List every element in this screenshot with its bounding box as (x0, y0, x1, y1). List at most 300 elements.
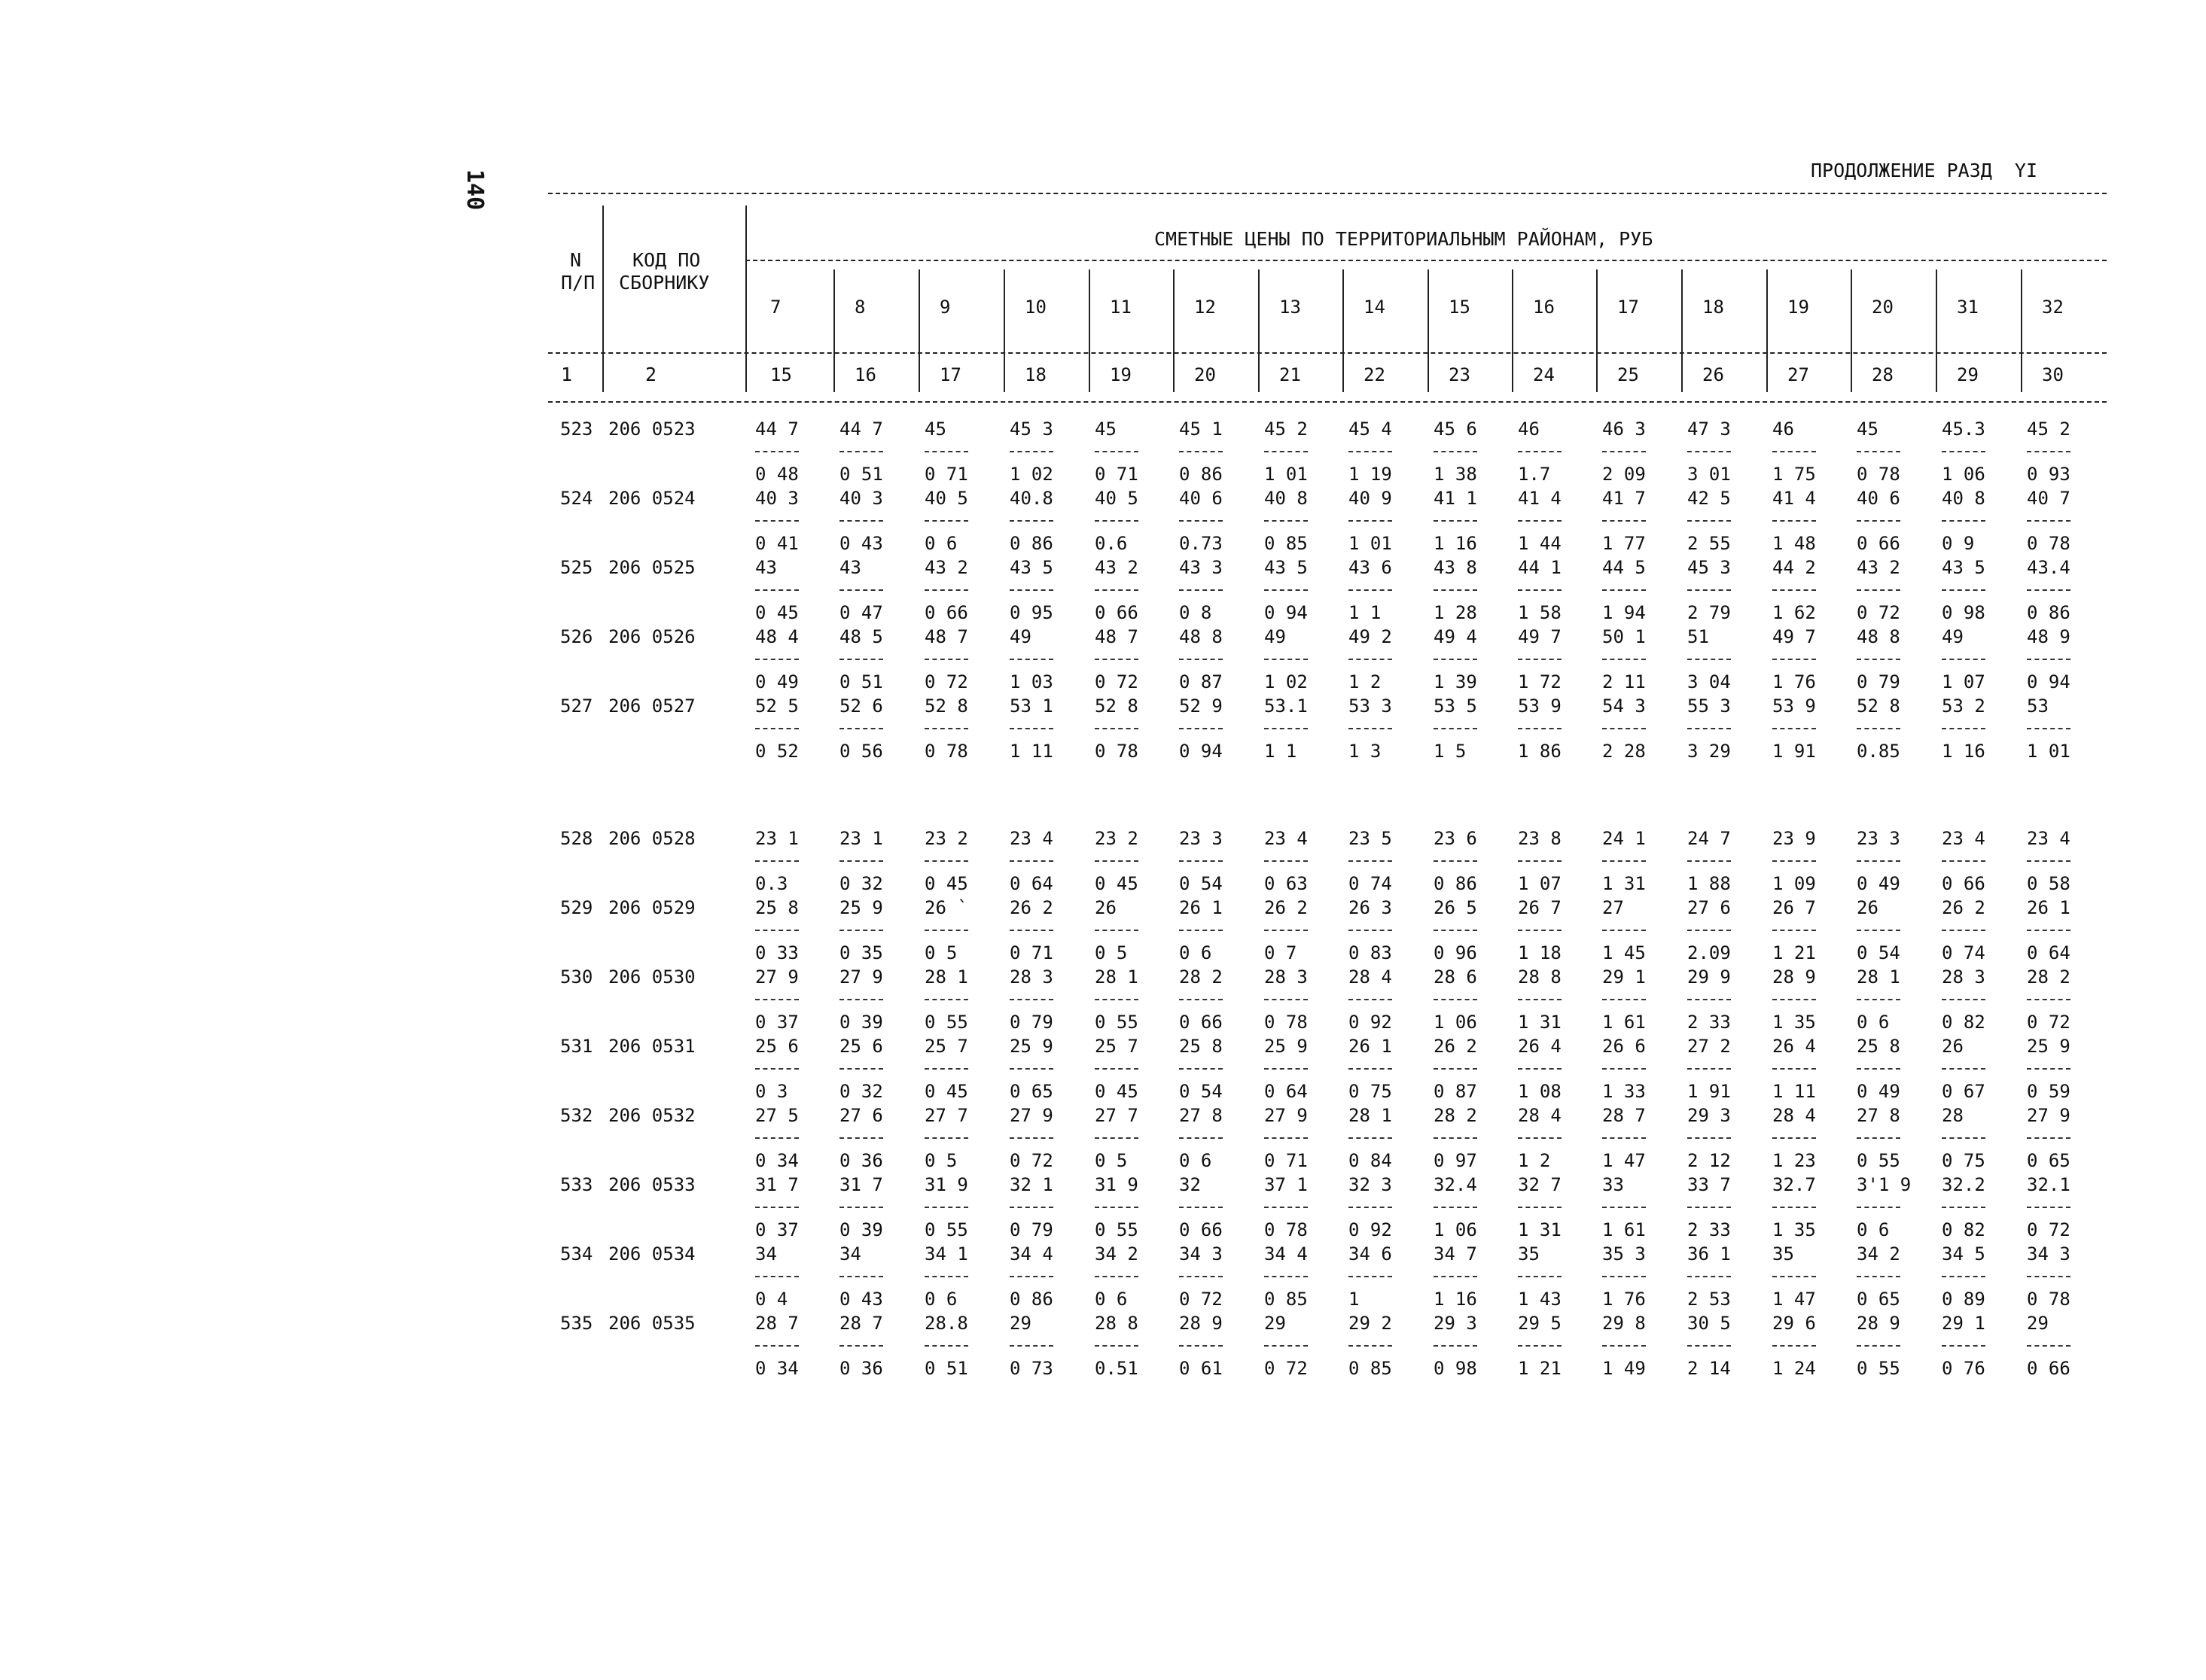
fraction-bar (1857, 589, 1900, 591)
price-fraction: 0 32 (839, 1081, 883, 1102)
price-fraction: 0 41 (755, 533, 799, 554)
price-fraction: 0 93 (2027, 464, 2070, 485)
price-fraction: 1 48 (1772, 533, 1816, 554)
fraction-bar (1348, 1068, 1392, 1070)
price-value: 45 3 (1010, 418, 1053, 440)
fraction-bar (925, 1068, 968, 1070)
price-value: 25 7 (925, 1036, 968, 1057)
row-code: 206 0529 (608, 897, 696, 918)
price-value: 53 5 (1434, 695, 1477, 717)
price-value: 27 2 (1687, 1036, 1731, 1057)
fraction-bar (1348, 1207, 1392, 1208)
price-fraction: 0 6 (1857, 1012, 1890, 1033)
price-fraction: 0 79 (1857, 671, 1900, 692)
price-value: 45 3 (1687, 557, 1731, 578)
price-value: 53 (2027, 695, 2049, 717)
fraction-bar (1434, 1068, 1477, 1070)
price-fraction: 1 47 (1772, 1289, 1816, 1310)
price-value: 52 8 (1857, 695, 1900, 717)
price-fraction: 0 71 (925, 464, 968, 485)
fraction-bar (1434, 1137, 1477, 1139)
row-code: 206 0532 (608, 1105, 696, 1126)
price-fraction: 0 66 (2027, 1358, 2070, 1379)
col-sep-region (1512, 269, 1513, 392)
price-fraction: 0 61 (1179, 1358, 1223, 1379)
region-col-header: 8 (855, 297, 866, 318)
fraction-bar (1518, 930, 1562, 931)
price-value: 40 5 (1095, 488, 1138, 509)
col-number: 17 (940, 364, 961, 385)
price-fraction: 0 94 (2027, 671, 2070, 692)
fraction-bar (1602, 1068, 1646, 1070)
price-value: 34 2 (1857, 1243, 1900, 1265)
price-fraction: 1 75 (1772, 464, 1816, 485)
fraction-bar (1857, 1068, 1900, 1070)
price-value: 26 1 (1348, 1036, 1392, 1057)
fraction-bar (1010, 520, 1053, 522)
price-fraction: 0 5 (1095, 942, 1128, 963)
header-rule (548, 193, 2107, 194)
fraction-bar (1857, 1207, 1900, 1208)
price-fraction: 3 29 (1687, 741, 1731, 762)
fraction-bar (1179, 728, 1223, 729)
fraction-bar (755, 1068, 799, 1070)
fraction-bar (1772, 451, 1816, 452)
price-fraction: 1 43 (1518, 1289, 1562, 1310)
price-value: 28 6 (1434, 966, 1477, 988)
price-fraction: 0.6 (1095, 533, 1128, 554)
col-number: 27 (1787, 364, 1809, 385)
fraction-bar (755, 728, 799, 729)
price-value: 28 2 (1434, 1105, 1477, 1126)
price-value: 28 2 (2027, 966, 2070, 988)
price-fraction: 0 55 (1095, 1219, 1138, 1240)
price-value: 40 8 (1942, 488, 1985, 509)
price-value: 40 6 (1179, 488, 1223, 509)
price-fraction: 1 38 (1434, 464, 1477, 485)
price-value: 27 8 (1179, 1105, 1223, 1126)
price-value: 45 (1857, 418, 1878, 440)
fraction-bar (1095, 589, 1138, 591)
price-value: 31 9 (1095, 1174, 1138, 1195)
fraction-bar (1602, 451, 1646, 452)
head-code-line2: СБОРНИКУ (619, 272, 710, 294)
fraction-bar (1264, 930, 1308, 931)
price-value: 27 6 (1687, 897, 1731, 918)
price-value: 24 7 (1687, 828, 1731, 849)
price-value: 52 5 (755, 695, 799, 717)
price-fraction: 0 75 (1348, 1081, 1392, 1102)
fraction-bar (1518, 659, 1562, 660)
fraction-bar (1348, 728, 1392, 729)
price-fraction: 0.85 (1857, 741, 1900, 762)
price-fraction: 0 39 (839, 1012, 883, 1033)
row-number: 528 (560, 828, 593, 849)
fraction-bar (1434, 930, 1477, 931)
fraction-bar (1348, 999, 1392, 1000)
fraction-bar (839, 930, 883, 931)
price-fraction: 0 79 (1010, 1219, 1053, 1240)
price-fraction: 0 82 (1942, 1219, 1985, 1240)
price-value: 29 5 (1518, 1313, 1562, 1334)
price-value: 43 6 (1348, 557, 1392, 578)
fraction-bar (1095, 520, 1138, 522)
price-fraction: 0 75 (1942, 1150, 1985, 1171)
price-fraction: 0 72 (1857, 602, 1900, 623)
price-value: 49 (1942, 626, 1964, 647)
fraction-bar (1434, 659, 1477, 660)
price-fraction: 0 98 (1942, 602, 1985, 623)
price-fraction: 0 85 (1348, 1358, 1392, 1379)
region-col-header: 20 (1872, 297, 1894, 318)
price-value: 32 3 (1348, 1174, 1392, 1195)
region-col-header: 12 (1194, 297, 1216, 318)
price-value: 48 5 (839, 626, 883, 647)
fraction-bar (1434, 728, 1477, 729)
price-fraction: 1 91 (1772, 741, 1816, 762)
fraction-bar (1348, 930, 1392, 931)
fraction-bar (925, 520, 968, 522)
price-fraction: 1 61 (1602, 1219, 1646, 1240)
price-fraction: 0 65 (2027, 1150, 2070, 1171)
fraction-bar (1602, 589, 1646, 591)
fraction-bar (1264, 999, 1308, 1000)
fraction-bar (925, 999, 968, 1000)
price-fraction: 0 63 (1264, 873, 1308, 894)
price-value: 49 (1264, 626, 1286, 647)
price-fraction: 0 65 (1857, 1289, 1900, 1310)
fraction-bar (1857, 1345, 1900, 1347)
price-fraction: 0 59 (2027, 1081, 2070, 1102)
fraction-bar (2027, 589, 2070, 591)
price-fraction: 0 78 (2027, 533, 2070, 554)
fraction-bar (839, 728, 883, 729)
price-fraction: 2 79 (1687, 602, 1731, 623)
fraction-bar (755, 1137, 799, 1139)
col-number: 28 (1872, 364, 1894, 385)
fraction-bar (839, 589, 883, 591)
fraction-bar (755, 1276, 799, 1277)
price-value: 28 3 (1010, 966, 1053, 988)
price-value: 34 4 (1264, 1243, 1308, 1265)
price-value: 28 1 (1857, 966, 1900, 988)
price-fraction: 1 33 (1602, 1081, 1646, 1102)
price-value: 28 1 (925, 966, 968, 988)
price-fraction: 0 72 (2027, 1012, 2070, 1033)
row-number: 529 (560, 897, 593, 918)
price-value: 44 7 (839, 418, 883, 440)
price-fraction: 0 66 (1857, 533, 1900, 554)
price-fraction: 1 07 (1942, 671, 1985, 692)
price-value: 43 2 (1095, 557, 1138, 578)
price-value: 49 (1010, 626, 1031, 647)
price-fraction: 1 72 (1518, 671, 1562, 692)
price-value: 45.3 (1942, 418, 1985, 440)
price-fraction: 1 09 (1772, 873, 1816, 894)
fraction-bar (1095, 659, 1138, 660)
row-code: 206 0524 (608, 488, 696, 509)
fraction-bar (1857, 728, 1900, 729)
price-fraction: 0 66 (1179, 1219, 1223, 1240)
fraction-bar (1179, 589, 1223, 591)
price-value: 23 4 (1264, 828, 1308, 849)
price-fraction: 0 49 (1857, 873, 1900, 894)
price-value: 54 3 (1602, 695, 1646, 717)
price-value: 28 8 (1518, 966, 1562, 988)
fraction-bar (925, 930, 968, 931)
fraction-bar (1602, 520, 1646, 522)
price-value: 23 4 (1942, 828, 1985, 849)
fraction-bar (1518, 1207, 1562, 1208)
price-value: 27 9 (2027, 1105, 2070, 1126)
price-fraction: 1 21 (1772, 942, 1816, 963)
price-value: 26 6 (1602, 1036, 1646, 1057)
price-value: 49 7 (1518, 626, 1562, 647)
price-fraction: 1 07 (1518, 873, 1562, 894)
head-np-line1: N (570, 249, 582, 271)
price-value: 45 1 (1179, 418, 1223, 440)
fraction-bar (839, 659, 883, 660)
fraction-bar (1687, 451, 1731, 452)
price-value: 46 3 (1602, 418, 1646, 440)
price-value: 34 1 (925, 1243, 968, 1265)
price-value: 34 6 (1348, 1243, 1392, 1265)
price-value: 27 9 (755, 966, 799, 988)
row-code: 206 0535 (608, 1313, 696, 1334)
fraction-bar (1348, 451, 1392, 452)
price-value: 53 1 (1010, 695, 1053, 717)
price-value: 53 9 (1772, 695, 1816, 717)
col-number: 16 (855, 364, 876, 385)
price-fraction: 0 72 (1010, 1150, 1053, 1171)
price-fraction: 0 78 (1095, 741, 1138, 762)
fraction-bar (1434, 1345, 1477, 1347)
fraction-bar (1942, 728, 1985, 729)
fraction-bar (925, 1207, 968, 1208)
price-fraction: 0 45 (755, 602, 799, 623)
fraction-bar (1602, 860, 1646, 862)
num-bottom-rule (548, 401, 2107, 403)
fraction-bar (1772, 520, 1816, 522)
price-value: 26 ` (925, 897, 968, 918)
price-value: 41 7 (1602, 488, 1646, 509)
fraction-bar (1772, 999, 1816, 1000)
price-value: 34 5 (1942, 1243, 1985, 1265)
price-fraction: 0 83 (1348, 942, 1392, 963)
price-value: 53.1 (1264, 695, 1308, 717)
price-value: 26 (1095, 897, 1117, 918)
price-fraction: 1 08 (1518, 1081, 1562, 1102)
fraction-bar (2027, 728, 2070, 729)
price-fraction: 0 51 (839, 671, 883, 692)
price-fraction: 0 43 (839, 1289, 883, 1310)
row-code: 206 0528 (608, 828, 696, 849)
price-value: 28 4 (1348, 966, 1392, 988)
region-col-header: 31 (1957, 297, 1979, 318)
fraction-bar (1518, 1345, 1562, 1347)
price-value: 26 5 (1434, 897, 1477, 918)
price-value: 32 1 (1010, 1174, 1053, 1195)
price-value: 28 4 (1772, 1105, 1816, 1126)
price-fraction: 0 6 (925, 533, 958, 554)
price-value: 43 5 (1942, 557, 1985, 578)
price-value: 25 9 (839, 897, 883, 918)
price-value: 26 7 (1518, 897, 1562, 918)
price-value: 25 9 (1010, 1036, 1053, 1057)
price-value: 31 7 (755, 1174, 799, 1195)
fraction-bar (1518, 520, 1562, 522)
fraction-bar (1264, 589, 1308, 591)
col-sep-region (1851, 269, 1852, 392)
price-fraction: 0 66 (1942, 873, 1985, 894)
col-sep-region (1342, 269, 1344, 392)
head-group-title: СМЕТНЫЕ ЦЕНЫ ПО ТЕРРИТОРИАЛЬНЫМ РАЙОНАМ, РУБ (1154, 228, 1653, 250)
fraction-bar (1095, 1068, 1138, 1070)
fraction-bar (1772, 1345, 1816, 1347)
fraction-bar (925, 659, 968, 660)
price-fraction: 0 51 (925, 1358, 968, 1379)
price-value: 31 7 (839, 1174, 883, 1195)
price-value: 45 2 (2027, 418, 2070, 440)
fraction-bar (1095, 1345, 1138, 1347)
price-fraction: 1 44 (1518, 533, 1562, 554)
price-fraction: 0 95 (1010, 602, 1053, 623)
price-value: 25 8 (755, 897, 799, 918)
price-fraction: 0 55 (925, 1219, 968, 1240)
fraction-bar (1095, 1276, 1138, 1277)
price-value: 29 1 (1942, 1313, 1985, 1334)
price-value: 34 3 (2027, 1243, 2070, 1265)
price-value: 35 3 (1602, 1243, 1646, 1265)
price-value: 40 7 (2027, 488, 2070, 509)
price-value: 28 8 (1095, 1313, 1138, 1334)
fraction-bar (1348, 1137, 1392, 1139)
price-value: 53 2 (1942, 695, 1985, 717)
col-sep-region (833, 269, 835, 392)
fraction-bar (1179, 1207, 1223, 1208)
fraction-bar (1264, 1345, 1308, 1347)
price-value: 52 8 (925, 695, 968, 717)
price-fraction: 1 06 (1942, 464, 1985, 485)
price-value: 48 7 (1095, 626, 1138, 647)
price-fraction: 0.73 (1179, 533, 1223, 554)
fraction-bar (1179, 451, 1223, 452)
price-fraction: 1 11 (1772, 1081, 1816, 1102)
group-rule (745, 260, 2107, 261)
price-value: 26 4 (1772, 1036, 1816, 1057)
price-fraction: 0 65 (1010, 1081, 1053, 1102)
price-value: 45 (1095, 418, 1117, 440)
head-bottom-rule (548, 352, 2107, 354)
price-fraction: 0 72 (1095, 671, 1138, 692)
fraction-bar (1518, 451, 1562, 452)
price-fraction: 0 82 (1942, 1012, 1985, 1033)
price-fraction: 1 06 (1434, 1219, 1477, 1240)
fraction-bar (1010, 860, 1053, 862)
fraction-bar (1602, 1345, 1646, 1347)
price-value: 40 3 (839, 488, 883, 509)
price-value: 47 3 (1687, 418, 1731, 440)
fraction-bar (1772, 728, 1816, 729)
region-col-header: 32 (2042, 297, 2064, 318)
price-fraction: 1 35 (1772, 1012, 1816, 1033)
fraction-bar (1348, 1276, 1392, 1277)
price-fraction: 1 31 (1518, 1219, 1562, 1240)
fraction-bar (839, 1068, 883, 1070)
col-sep-region (1173, 269, 1175, 392)
col-number: 30 (2042, 364, 2064, 385)
fraction-bar (755, 999, 799, 1000)
fraction-bar (1434, 1276, 1477, 1277)
price-fraction: 0 86 (1179, 464, 1223, 485)
price-value: 23 4 (1010, 828, 1053, 849)
fraction-bar (2027, 451, 2070, 452)
price-value: 25 9 (2027, 1036, 2070, 1057)
fraction-bar (1095, 1137, 1138, 1139)
fraction-bar (1010, 659, 1053, 660)
price-fraction: 0 9 (1942, 533, 1975, 554)
price-value: 24 1 (1602, 828, 1646, 849)
fraction-bar (1518, 999, 1562, 1000)
fraction-bar (1348, 659, 1392, 660)
fraction-bar (1179, 1345, 1223, 1347)
price-fraction: 0 56 (839, 741, 883, 762)
price-fraction: 0 97 (1434, 1150, 1477, 1171)
price-value: 23 1 (839, 828, 883, 849)
price-fraction: 1 01 (1348, 533, 1392, 554)
col-number: 22 (1364, 364, 1385, 385)
price-value: 23 1 (755, 828, 799, 849)
col-number: 25 (1617, 364, 1639, 385)
price-fraction: 0 86 (1010, 533, 1053, 554)
price-value: 23 8 (1518, 828, 1562, 849)
fraction-bar (1942, 451, 1985, 452)
price-value: 26 2 (1010, 897, 1053, 918)
price-fraction: 1 76 (1772, 671, 1816, 692)
price-fraction: 0 58 (2027, 873, 2070, 894)
price-fraction: 0 72 (1264, 1358, 1308, 1379)
price-value: 26 1 (2027, 897, 2070, 918)
price-value: 34 3 (1179, 1243, 1223, 1265)
price-value: 34 2 (1095, 1243, 1138, 1265)
price-fraction: 0 49 (1857, 1081, 1900, 1102)
fraction-bar (1942, 930, 1985, 931)
price-value: 27 5 (755, 1105, 799, 1126)
price-fraction: 0 92 (1348, 1219, 1392, 1240)
price-value: 23 2 (925, 828, 968, 849)
price-fraction: 1 06 (1434, 1012, 1477, 1033)
price-fraction: 0 64 (2027, 942, 2070, 963)
price-value: 28 2 (1179, 966, 1223, 988)
fraction-bar (1687, 999, 1731, 1000)
fraction-bar (1264, 451, 1308, 452)
price-value: 28 1 (1348, 1105, 1392, 1126)
fraction-bar (1179, 520, 1223, 522)
price-value: 30 5 (1687, 1313, 1731, 1334)
price-fraction: 0 32 (839, 873, 883, 894)
region-col-header: 14 (1364, 297, 1385, 318)
fraction-bar (1518, 1068, 1562, 1070)
price-fraction: 0 85 (1264, 533, 1308, 554)
price-fraction: 1 76 (1602, 1289, 1646, 1310)
fraction-bar (1434, 451, 1477, 452)
col-sep-region (1428, 269, 1429, 392)
price-fraction: 1 1 (1264, 741, 1297, 762)
row-code: 206 0525 (608, 557, 696, 578)
price-value: 49 7 (1772, 626, 1816, 647)
price-fraction: 0 37 (755, 1012, 799, 1033)
fraction-bar (2027, 999, 2070, 1000)
